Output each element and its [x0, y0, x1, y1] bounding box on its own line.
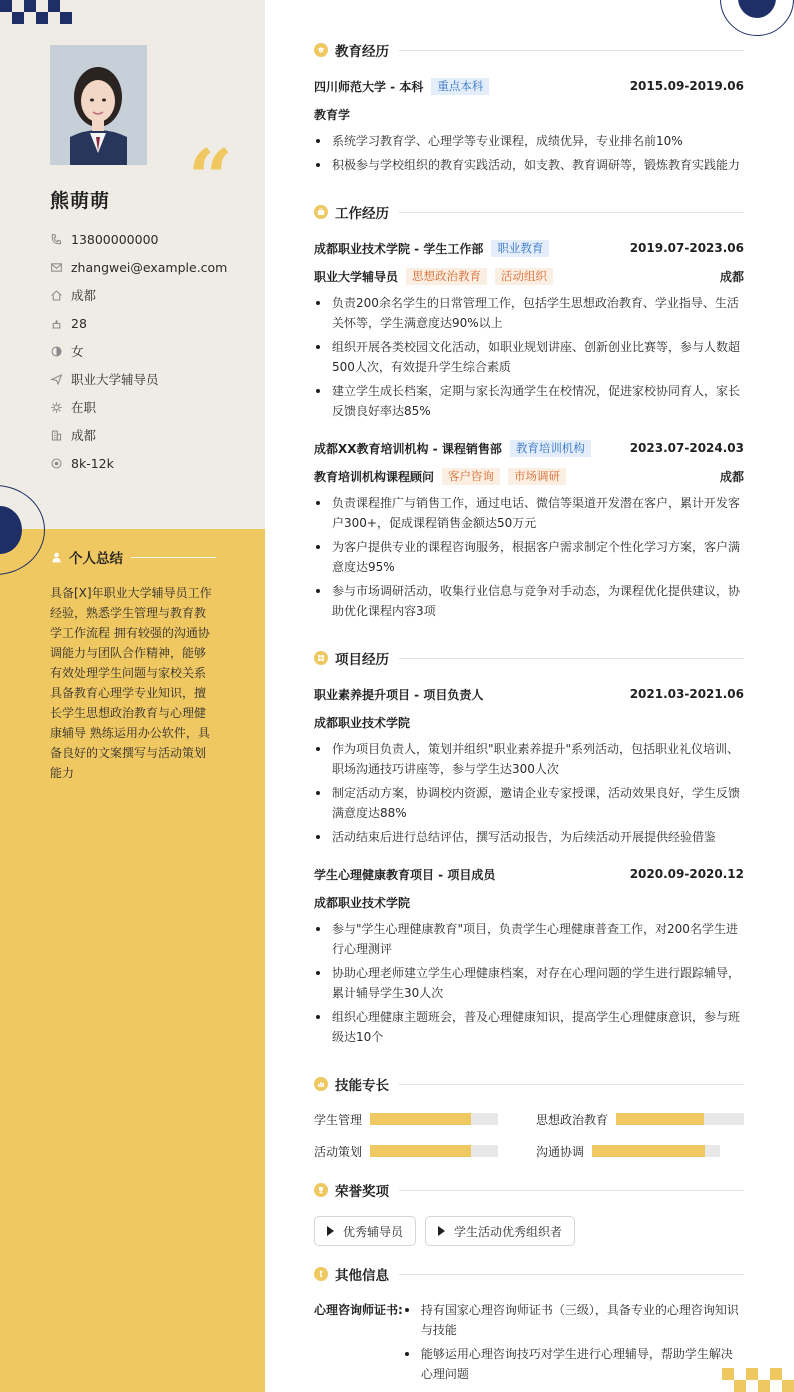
awards-divider: [399, 1190, 744, 1191]
skill-bar: [370, 1113, 498, 1125]
summary-divider: [131, 557, 216, 558]
other-header: [314, 1264, 744, 1284]
education-header: [314, 40, 744, 60]
project-2-period: 2020.09-2020.12: [629, 867, 744, 881]
other-label: 心理咨询师证书:: [314, 1303, 403, 1317]
projects-divider: [399, 658, 744, 659]
mail-icon: [50, 261, 63, 274]
project-2-name: 学生心理健康教育项目 - 项目成员: [314, 867, 496, 882]
contact-list: [50, 225, 260, 477]
contact-position: [50, 365, 260, 393]
contact-gender-value: 女: [71, 344, 84, 359]
list-item: 负责200余名学生的日常管理工作，包括学生思想政治教育、学业指导、生活关怀等，学生满意度达90%以上: [314, 293, 744, 333]
work-job-2-row: [314, 439, 744, 457]
list-item: 参与"学生心理健康教育"项目，负责学生心理健康普查工作，对200名学生进行心理测评: [314, 919, 744, 959]
contact-home-value: 成都: [71, 288, 97, 303]
contact-age: [50, 309, 260, 337]
project-1-org-row: [314, 713, 744, 731]
work-job-1-role-tag: 思想政治教育: [406, 268, 487, 285]
skill-bar: [370, 1145, 498, 1157]
skill-bar: [616, 1113, 744, 1125]
other-divider: [399, 1274, 744, 1275]
contact-age-value: 28: [71, 315, 87, 331]
sidebar: [0, 0, 265, 1392]
project-1-period: 2021.03-2021.06: [629, 687, 744, 701]
checker-decoration-bottom: [722, 1368, 794, 1392]
list-item: 参与市场调研活动，收集行业信息与竞争对手动态，为课程优化提供建议，协助优化课程内容3项: [314, 581, 744, 621]
project-2-org-row: [314, 893, 744, 911]
project-2-points: [314, 919, 744, 1051]
project-1-row: [314, 685, 744, 703]
work-job-1-org: 成都职业技术学院 - 学生工作部: [314, 241, 484, 256]
building-icon: [50, 429, 63, 442]
work-job-2-points: [314, 493, 744, 625]
skill-name: 沟通协调: [536, 1144, 585, 1159]
contact-email-value: zhangwei@example.com: [71, 259, 228, 275]
award-chip: [425, 1216, 575, 1246]
education-points: [314, 131, 744, 179]
grid-icon: [314, 651, 328, 665]
skill-name: 活动策划: [314, 1144, 363, 1159]
education-school: 四川师范大学 - 本科: [314, 79, 424, 94]
trophy-icon: [314, 1183, 328, 1197]
award-chip: [314, 1216, 416, 1246]
checker-decoration: [0, 0, 76, 25]
list-item: 建立学生成长档案，定期与家长沟通学生在校情况，促进家校协同育人，家长反馈良好率达85%: [314, 381, 744, 421]
work-header: [314, 202, 744, 222]
contact-email: [50, 253, 260, 281]
award-label: 学生活动优秀组织者: [454, 1224, 563, 1239]
work-job-2-tag: 教育培训机构: [510, 440, 591, 457]
contact-gender: [50, 337, 260, 365]
contact-phone: [50, 225, 260, 253]
work-job-2-city: 成都: [719, 469, 744, 484]
home-icon: [50, 289, 63, 302]
send-icon: [50, 373, 63, 386]
work-job-2-role-row: [314, 467, 744, 485]
contact-salary-value: 8k-12k: [71, 455, 114, 471]
work-job-1-period: 2019.07-2023.06: [629, 241, 744, 255]
status-icon: [50, 401, 63, 414]
skill-fill: [592, 1145, 705, 1157]
contact-salary: [50, 449, 260, 477]
skill-name: 学生管理: [314, 1112, 363, 1127]
contact-city: [50, 421, 260, 449]
education-divider: [399, 50, 744, 51]
other-title: 其他信息: [335, 1268, 389, 1284]
skill-bar: [592, 1145, 720, 1157]
list-item: 积极参与学校组织的教育实践活动，如支教、教育调研等，锻炼教育实践能力: [314, 155, 744, 175]
summary-header: [50, 547, 216, 567]
work-divider: [399, 212, 744, 213]
skill-item: [314, 1142, 498, 1160]
list-item: 组织开展各类校园文化活动，如职业规划讲座、创新创业比赛等，参与人数超500人次，有效提升学生综合素质: [314, 337, 744, 377]
education-period: 2015.09-2019.06: [629, 79, 744, 93]
quote-mark-icon: “: [188, 133, 233, 224]
awards-header: [314, 1180, 744, 1200]
contact-phone-value: 13800000000: [71, 231, 159, 247]
skills-divider: [399, 1084, 744, 1085]
work-job-2-role-tag: 市场调研: [508, 468, 566, 485]
person-icon: [50, 551, 63, 564]
project-2-row: [314, 865, 744, 883]
list-item: 活动结束后进行总结评估，撰写活动报告，为后续活动开展提供经验借鉴: [314, 827, 744, 847]
briefcase-icon: [314, 205, 328, 219]
project-1-name: 职业素养提升项目 - 项目负责人: [314, 687, 484, 702]
work-job-2-period: 2023.07-2024.03: [629, 441, 744, 455]
work-title: 工作经历: [335, 206, 389, 222]
salary-icon: [50, 457, 63, 470]
contact-home: [50, 281, 260, 309]
project-2-org: 成都职业技术学院: [314, 895, 411, 910]
contact-status: [50, 393, 260, 421]
profile-photo: [50, 45, 147, 165]
skill-fill: [370, 1145, 471, 1157]
contact-status-value: 在职: [71, 400, 97, 415]
skill-item: [536, 1110, 744, 1128]
education-major-row: [314, 105, 744, 123]
play-icon: [327, 1226, 334, 1236]
other-points: [403, 1300, 744, 1388]
work-job-1-role-tag: 活动组织: [495, 268, 553, 285]
list-item: 系统学习教育学、心理学等专业课程，成绩优异，专业排名前10%: [314, 131, 744, 151]
skill-name: 思想政治教育: [536, 1112, 609, 1127]
award-label: 优秀辅导员: [343, 1224, 404, 1239]
awards-title: 荣誉奖项: [335, 1184, 389, 1200]
list-item: 协助心理老师建立学生心理健康档案，对存在心理问题的学生进行跟踪辅导，累计辅导学生30人次: [314, 963, 744, 1003]
age-icon: [50, 317, 63, 330]
summary-text: 具备[X]年职业大学辅导员工作经验，熟悉学生管理与教育教学工作流程 拥有较强的沟通协调能力与团队合作精神，能够有效处理学生问题与家校关系 具备教育心理学专业知识，擅长学生思想政治教育与心理健康辅导 熟练运用办公软件，具备良好的文案撰写与活动策划能力: [50, 586, 212, 780]
play-icon: [438, 1226, 445, 1236]
skill-fill: [370, 1113, 471, 1125]
education-row: [314, 77, 744, 95]
list-item: 作为项目负责人，策划并组织"职业素养提升"系列活动，包括职业礼仪培训、职场沟通技巧讲座等，参与学生达300人次: [314, 739, 744, 779]
projects-title: 项目经历: [335, 652, 389, 668]
work-job-1-tag: 职业教育: [491, 240, 549, 257]
profile-name: 熊萌萌: [50, 190, 111, 212]
skills-title: 技能专长: [335, 1078, 389, 1094]
skill-item: [314, 1110, 498, 1128]
work-job-1-role-row: [314, 267, 744, 285]
skills-header: [314, 1074, 744, 1094]
education-major: 教育学: [314, 107, 351, 122]
education-tag: 重点本科: [431, 78, 489, 95]
other-info: [314, 1300, 744, 1388]
list-item: 为客户提供专业的课程咨询服务，根据客户需求制定个性化学习方案，客户满意度达95%: [314, 537, 744, 577]
project-1-points: [314, 739, 744, 851]
list-item: 持有国家心理咨询师证书（三级），具备专业的心理咨询知识与技能: [403, 1300, 744, 1340]
contact-city-value: 成都: [71, 428, 97, 443]
summary-title: 个人总结: [69, 551, 123, 567]
projects-header: [314, 648, 744, 668]
skill-item: [536, 1142, 720, 1160]
work-job-1-row: [314, 239, 744, 257]
work-job-2-role-tag: 客户咨询: [442, 468, 500, 485]
phone-icon: [50, 233, 63, 246]
skill-fill: [616, 1113, 704, 1125]
project-1-org: 成都职业技术学院: [314, 715, 411, 730]
work-job-1-points: [314, 293, 744, 425]
list-item: 负责课程推广与销售工作，通过电话、微信等渠道开发潜在客户，累计开发客户300+，促成课程销售金额达50万元: [314, 493, 744, 533]
work-job-2-role: 教育培训机构课程顾问: [314, 469, 435, 484]
education-icon: [314, 43, 328, 57]
work-job-1-role: 职业大学辅导员: [314, 269, 399, 284]
info-icon: [314, 1267, 328, 1281]
list-item: 制定活动方案，协调校内资源，邀请企业专家授课，活动效果良好，学生反馈满意度达88%: [314, 783, 744, 823]
list-item: 组织心理健康主题班会，普及心理健康知识，提高学生心理健康意识，参与班级达10个: [314, 1007, 744, 1047]
awards-list: [314, 1216, 584, 1246]
work-job-2-org: 成都XX教育培训机构 - 课程销售部: [314, 441, 502, 456]
gender-icon: [50, 345, 63, 358]
contact-position-value: 职业大学辅导员: [71, 372, 159, 387]
chart-icon: [314, 1077, 328, 1091]
list-item: 能够运用心理咨询技巧对学生进行心理辅导，帮助学生解决心理问题: [403, 1344, 744, 1384]
work-job-1-city: 成都: [719, 269, 744, 284]
education-title: 教育经历: [335, 44, 389, 60]
